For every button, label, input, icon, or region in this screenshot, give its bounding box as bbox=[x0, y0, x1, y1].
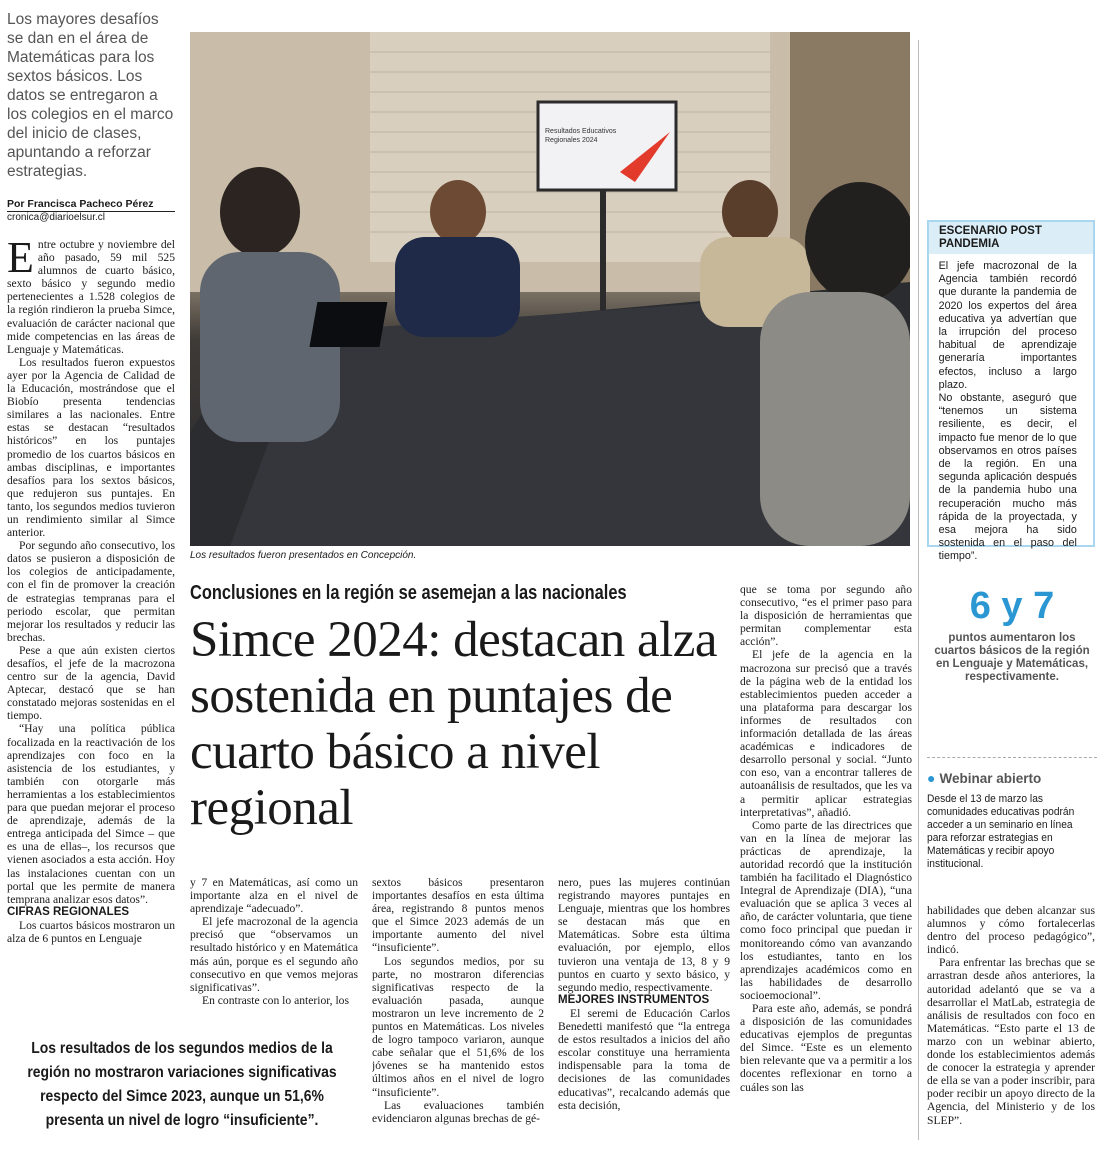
paragraph: “Hay una política pública focalizada en la reactivación de los aprendizajes con foco en la asistencia de los estudiantes, y también con otorgarle más herramientas a los establecimientos para que puedan mejorar el proceso de aprendizaje, además de la entrega anticipada del Simce – que es una de ellas–, los recursos que vienen asociados a esta acción. Hoy las instalaciones cuentan con un portal que les permite de manera temprana analizar esos datos”. bbox=[7, 722, 175, 906]
article-column-4 bbox=[558, 876, 730, 1144]
paragraph: ntre octubre y noviembre del año pasado, 59 mil 525 alumnos de cuarto básico, sexto básico y segundo medio pertenecientes a 1.528 colegios de la región rindieron la prueba Simce, evaluación de carácter nacional que mide competencias en las áreas de Lenguaje y Matemáticas. bbox=[7, 238, 175, 356]
subhead-instrumentos: MEJORES INSTRUMENTOS bbox=[558, 993, 710, 1006]
paragraph: El jefe de la agencia en la macrozona sur precisó que a través de la página web de la entidad los establecimientos pueden acceder a una plataforma para descargar los informes de resultados con información detallada de las áreas académicas e indicadores de desarrollo personal y social. “Junto con eso, van a encontrar talleres de autoanálisis de resultados, que les va a permitir aplicar estrategias interpretativas”, añadió. bbox=[740, 648, 912, 819]
divider bbox=[927, 757, 1097, 758]
paragraph: No obstante, aseguró que “tenemos un sistema resiliente, es decir, el impacto fue menor de lo que observamos en otros países de la región. En una segunda aplicación después de la pandemia hubo una recuperación mucho más rápida de la proyectada, y esa mejora ha sido sostenida en el paso del tiempo”. bbox=[938, 392, 1077, 563]
paragraph: Las evaluaciones también evidenciaron algunas brechas de gé- bbox=[372, 1098, 544, 1125]
article-column-5 bbox=[740, 583, 912, 1143]
paragraph: Los cuartos básicos mostraron un alza de 6 puntos en Lenguaje bbox=[7, 918, 175, 945]
stat-description: puntos aumentaron los cuartos básicos de la región en Lenguaje y Matemáticas, respectivamente. bbox=[934, 632, 1090, 683]
bullet-icon: ● bbox=[927, 770, 936, 786]
paragraph: Como parte de las directrices que van en la línea de mejorar las prácticas de aprendizaje, la autoridad recordó que la institución también ha facilitado el Diagnóstico Integral de Aprendizaje (DIA), “una evaluación que se aplica 3 veces al año, de carácter voluntaria, que tiene como foco principal que puedan ir monitoreando cómo van avanzando los estudiantes, tanto en los aprendizajes académicos como en las habilidades de desarrollo socioemocional”. bbox=[740, 818, 912, 1002]
byline: Por Francisca Pacheco Pérez bbox=[7, 198, 175, 212]
paragraph: sextos básicos presentaron importantes desafíos en esta última área, registrando 8 puntos menos que el Simce 2023 además de un importante aumento del nivel “insuficiente”. bbox=[372, 876, 544, 955]
headline: Simce 2024: destacan alza sostenida en puntajes de cuarto básico a nivel regional bbox=[190, 612, 718, 836]
paragraph: y 7 en Matemáticas, así como un importante alza en el nivel de aprendizaje “adecuado”. bbox=[190, 876, 358, 916]
paragraph: El jefe macrozonal de la agencia precisó que “observamos un resultado histórico y en Matemática más aún, porque es el segundo año consecutivo en que vemos mejoras significativas”. bbox=[190, 915, 358, 994]
paragraph: que se toma por segundo año consecutivo, “es el primer paso para la disposición de herramientas que permitan complementar esta acción”. bbox=[740, 583, 912, 649]
article-photo bbox=[190, 32, 910, 546]
photo-caption: Los resultados fueron presentados en Concepción. bbox=[190, 550, 417, 561]
article-column-6 bbox=[927, 904, 1095, 1144]
paragraph: Para este año, además, se pondrá a disposición de las comunidades educativas ejemplos de preguntas del Simce. “Este es un elemento bien relevante que va a permitir a los docentes reflexionar en torno a cuáles son las bbox=[740, 1002, 912, 1094]
dropcap: E bbox=[7, 238, 34, 282]
webinar-title-text: Webinar abierto bbox=[939, 771, 1042, 786]
paragraph: nero, pues las mujeres continúan registrando mayores puntajes en Lenguaje, mientras que los hombres se destacan más que en Matemáticas. Sobre esta última evaluación, por ejemplo, ellos tuvieron una ventaja de 13, 8 y 9 puntos en cuarto y sexto básico, y segundo medio, respectivamente. bbox=[558, 876, 730, 994]
lead-summary: Los mayores desafíos se dan en el área de Matemáticas para los sextos básicos. Los datos se entregaron a los colegios en el marco del inicio de clases, apuntando a reforzar estrategias. bbox=[7, 11, 174, 180]
paragraph: Por segundo año consecutivo, los datos se pusieron a disposición de los colegios de anticipadamente, con el fin de promover la creación de estrategias tempranas para el periodo escolar, que permitan mejorar los resultados y reducir las brechas. bbox=[7, 539, 175, 644]
sidebar-box-title: ESCENARIO POST PANDEMIA bbox=[929, 220, 1093, 254]
kicker: Conclusiones en la región se asemejan a las nacionales bbox=[190, 582, 627, 604]
article-column-1 bbox=[7, 238, 175, 1028]
webinar-title bbox=[927, 770, 1041, 786]
subhead-cifras: CIFRAS REGIONALES bbox=[7, 905, 130, 918]
paragraph: El seremi de Educación Carlos Benedetti manifestó que “la entrega de estos resultados a inicios del año escolar constituye una herramienta indispensable para la toma de decisiones de las comunidades educativas”, recalcando además que esta decisión, bbox=[558, 1006, 730, 1112]
screen-title: Resultados Educativos Regionales 2024 bbox=[545, 128, 617, 144]
author-email: cronica@diarioelsur.cl bbox=[7, 212, 105, 223]
meeting-photo-illustration bbox=[190, 32, 910, 546]
sidebar-box-post-pandemia bbox=[927, 220, 1095, 563]
article-column-3 bbox=[372, 876, 544, 1144]
paragraph: Para enfrentar las brechas que se arrastran desde años anteriores, la autoridad adelantó que se va a desarrollar el MatLab, estrategia de análisis de resultados con foco en Matemáticas. “Esto parte el 13 de marzo con un webinar abierto, donde los establecimientos además de conocer la estrategia y aprender de ella se van a poder inscribir, para poder recibir un apoyo directo de la Agencia, del Ministerio y de los SLEP”. bbox=[927, 956, 1095, 1127]
article-column-2 bbox=[190, 876, 358, 1026]
paragraph: Pese a que aún existen ciertos desafíos, el jefe de la macrozona centro sur de la agencia, David Aptecar, destacó que se han constatado mejoras sostenidas en el tiempo. bbox=[7, 643, 175, 723]
paragraph: Los segundos medios, por su parte, no mostraron diferencias significativas respecto de la evaluación pasada, aunque mostraron un leve incremento de 2 puntos en Matemáticas. Los niveles de logro tampoco variaron, aunque cabe señalar que el 51,6% de los jóvenes se ha mantenido estos últimos años en el nivel de logro “insuficiente”. bbox=[372, 954, 544, 1099]
paragraph: El jefe macrozonal de la Agencia también recordó que durante la pandemia de 2020 los expertos del área educativa ya advertían que la irrupción del proceso habitual de aprendizaje generaría importantes efectos, incluso a largo plazo. bbox=[938, 260, 1077, 391]
paragraph: En contraste con lo anterior, los bbox=[202, 993, 349, 1007]
webinar-body: Desde el 13 de marzo las comunidades educativas podrán acceder a un seminario en línea para reforzar estrategias en Matemáticas y recibir apoyo institucional. bbox=[927, 793, 1075, 870]
paragraph: Los resultados fueron expuestos ayer por la Agencia de Calidad de la Educación, mostrándose que el Biobío presenta tendencias similares a las nacionales. Entre estas se destacan “resultados históricos” en los puntajes promedio de los cuartos básicos en ambas disciplinas, e importantes desafíos para los sextos básicos, que redujeron sus puntajes. En tanto, los segundos medios tuvieron un rendimiento similar al Simce anterior. bbox=[7, 355, 175, 540]
stat-number: 6 y 7 bbox=[969, 585, 1055, 627]
paragraph: habilidades que deben alcanzar sus alumnos y cómo fortalecerlas dentro del proceso pedagógico”, indicó. bbox=[927, 904, 1095, 957]
pull-quote: Los resultados de los segundos medios de la región no mostraron variaciones significativas respecto del Simce 2023, aunque un 51,6% presenta un nivel de logro “insuficiente”. bbox=[27, 1040, 337, 1129]
column-rule bbox=[918, 40, 919, 1140]
